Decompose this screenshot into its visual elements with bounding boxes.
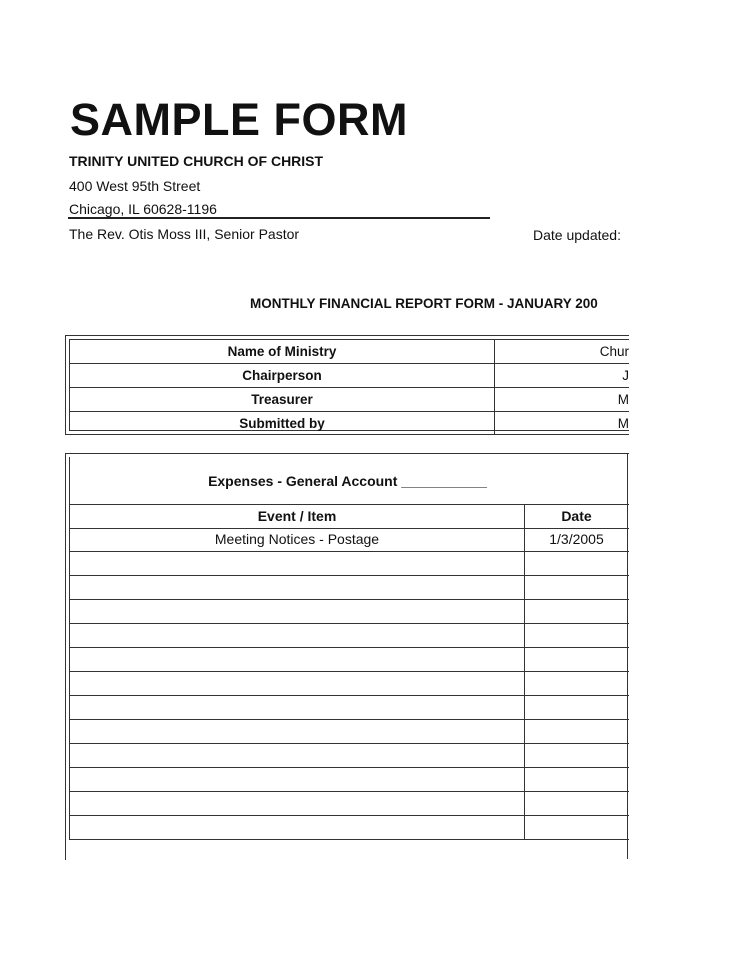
address-line-2: Chicago, IL 60628-1196 xyxy=(69,201,217,217)
table-row xyxy=(69,600,629,624)
table-row xyxy=(69,672,629,696)
event-cell[interactable] xyxy=(69,600,525,623)
info-value-text: Chur xyxy=(599,344,629,359)
info-value-text: J xyxy=(622,368,629,383)
info-value[interactable] xyxy=(494,364,629,387)
date-cell[interactable] xyxy=(524,624,629,647)
event-cell[interactable] xyxy=(69,744,525,767)
event-cell[interactable] xyxy=(69,720,525,743)
table-row xyxy=(69,624,629,648)
ministry-info-inner xyxy=(69,339,629,431)
expenses-column-header xyxy=(69,504,629,529)
info-label: Name of Ministry xyxy=(70,340,495,363)
table-row xyxy=(69,576,629,600)
event-cell[interactable] xyxy=(69,576,525,599)
event-cell[interactable] xyxy=(69,768,525,791)
info-value[interactable] xyxy=(494,340,629,363)
page-right-edge xyxy=(627,453,628,859)
event-cell[interactable] xyxy=(69,696,525,719)
date-cell[interactable] xyxy=(524,648,629,671)
info-label: Submitted by xyxy=(70,412,495,435)
table-row xyxy=(69,792,629,816)
info-row-treasurer xyxy=(70,388,629,412)
pastor-line: The Rev. Otis Moss III, Senior Pastor xyxy=(69,226,300,242)
date-cell[interactable]: 1/3/2005 xyxy=(549,531,604,547)
info-value[interactable] xyxy=(494,412,629,435)
date-cell[interactable] xyxy=(524,816,629,839)
info-value-text: M xyxy=(617,416,629,431)
date-cell[interactable] xyxy=(524,720,629,743)
date-cell[interactable] xyxy=(524,672,629,695)
info-value-text: M xyxy=(617,392,629,407)
info-row-chairperson xyxy=(70,364,629,388)
event-cell[interactable] xyxy=(69,816,525,839)
date-cell[interactable] xyxy=(524,768,629,791)
expenses-heading: Expenses - General Account ___________ xyxy=(208,473,487,489)
event-cell[interactable] xyxy=(69,552,525,575)
info-label: Chairperson xyxy=(70,364,495,387)
report-title: MONTHLY FINANCIAL REPORT FORM - JANUARY 200 xyxy=(250,296,598,311)
date-cell[interactable] xyxy=(524,792,629,815)
date-updated-label: Date updated: xyxy=(533,227,621,243)
event-cell[interactable] xyxy=(69,624,525,647)
address-divider xyxy=(68,217,490,219)
info-row-submitted-by xyxy=(70,412,629,435)
address-line-1: 400 West 95th Street xyxy=(69,178,201,194)
date-cell[interactable] xyxy=(524,576,629,599)
table-row xyxy=(69,816,629,840)
expenses-section xyxy=(65,453,629,860)
table-row xyxy=(69,720,629,744)
table-row xyxy=(69,648,629,672)
table-row xyxy=(69,768,629,792)
table-row xyxy=(69,552,629,576)
info-label: Treasurer xyxy=(70,388,495,411)
date-cell[interactable] xyxy=(524,552,629,575)
info-row-ministry xyxy=(70,340,629,364)
ministry-info-table xyxy=(65,335,629,435)
date-cell[interactable] xyxy=(524,696,629,719)
date-cell[interactable] xyxy=(524,744,629,767)
table-row xyxy=(69,744,629,768)
event-cell[interactable] xyxy=(69,792,525,815)
event-cell[interactable] xyxy=(69,648,525,671)
form-title: SAMPLE FORM xyxy=(70,94,408,145)
event-cell[interactable] xyxy=(69,672,525,695)
table-row xyxy=(69,528,629,552)
column-header-event: Event / Item xyxy=(69,505,525,528)
church-name: TRINITY UNITED CHURCH OF CHRIST xyxy=(69,153,324,169)
info-value[interactable] xyxy=(494,388,629,411)
date-cell[interactable] xyxy=(524,600,629,623)
column-header-date: Date xyxy=(561,508,592,524)
table-row xyxy=(69,696,629,720)
event-cell[interactable]: Meeting Notices - Postage xyxy=(69,528,525,551)
